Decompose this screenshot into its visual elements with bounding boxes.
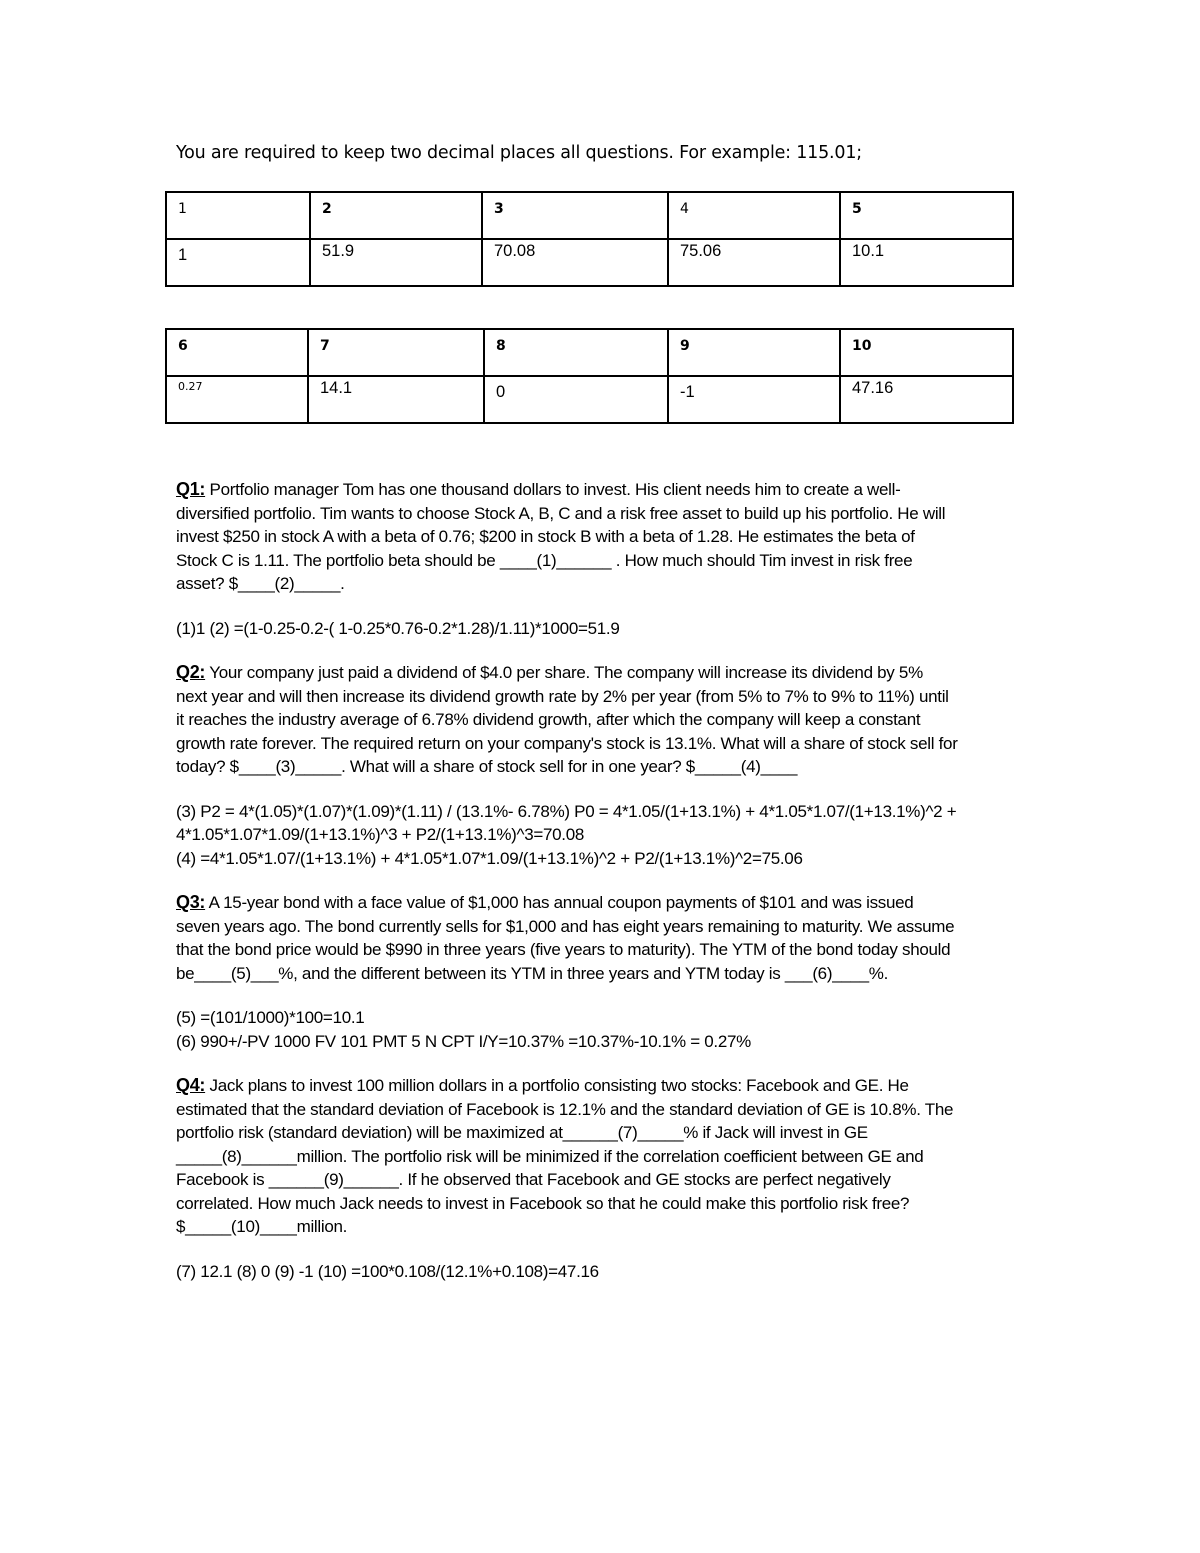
answer-table-header-row [166, 192, 1013, 239]
question-text-line: asset? $____(2)_____. [176, 574, 345, 593]
answer-value: 10.1 [852, 242, 885, 260]
table-cell [840, 192, 1013, 239]
answer-value: 75.06 [680, 242, 722, 260]
question-text: Your company just paid a dividend of $4.0 per share. The company will increase its dividend by 5% [209, 663, 923, 682]
answer-value: 47.16 [852, 379, 894, 397]
answer-table-1 [165, 191, 1014, 287]
question-text-line [176, 891, 1036, 915]
question-label: Q3: [176, 892, 206, 912]
question-text-line: that the bond price would be $990 in three years (five years to maturity). The YTM of the bond today should [176, 940, 951, 959]
question-text-line: growth rate forever. The required return on your company's stock is 13.1%. What will a share of stock sell for [176, 733, 958, 753]
answer-value: -1 [680, 383, 695, 401]
questions-section [176, 478, 1036, 1283]
question-block-q4 [176, 1074, 1036, 1283]
question-number: 5 [852, 201, 862, 217]
table-cell [484, 376, 668, 423]
question-text-line: _____(8)______million. The portfolio risk will be minimized if the correlation coefficient between GE and [176, 1146, 924, 1166]
question-block-q2 [176, 661, 1036, 870]
answer-line: 4*1.05*1.07*1.09/(1+13.1%)^3 + P2/(1+13.1%)^3=70.08 [176, 825, 585, 844]
question-text-line [176, 1074, 1036, 1098]
question-text-line: estimated that the standard deviation of Facebook is 12.1% and the standard deviation of GE is 10.8%. The [176, 1099, 954, 1119]
question-text-line: be____(5)___%, and the different between its YTM in three years and YTM today is ___(6)____%. [176, 963, 889, 983]
question-label: Q1: [176, 479, 206, 499]
question-text-line: Stock C is 1.11. The portfolio beta should be ____(1)______ . How much should Tim invest in risk free [176, 550, 913, 570]
question-text-line: next year and will then increase its dividend growth rate by 2% per year (from 5% to 7% to 9% to 11%) until [176, 686, 949, 706]
question-number: 4 [680, 201, 689, 217]
table-cell [310, 239, 482, 286]
question-text: A 15-year bond with a face value of $1,000 has annual coupon payments of $101 and was issued [208, 893, 914, 912]
question-text-line: Facebook is ______(9)______. If he observed that Facebook and GE stocks are perfect negatively [176, 1170, 891, 1189]
table-cell [308, 329, 484, 376]
table-cell [484, 329, 668, 376]
question-text-line: $_____(10)____million. [176, 1217, 348, 1236]
table-cell [840, 376, 1013, 423]
question-number: 1 [178, 201, 187, 217]
question-number: 6 [178, 338, 188, 354]
answer-value: 70.08 [494, 242, 536, 260]
table-cell [166, 192, 310, 239]
table-cell [668, 239, 840, 286]
answer-table-2 [165, 328, 1014, 424]
answer-line: (4) =4*1.05*1.07/(1+13.1%) + 4*1.05*1.07*1.09/(1+13.1%)^2 + P2/(1+13.1%)^2=75.06 [176, 848, 803, 868]
question-block-q3 [176, 891, 1036, 1053]
table-cell [166, 329, 308, 376]
question-text: Portfolio manager Tom has one thousand dollars to invest. His client needs him to create a well- [209, 480, 901, 499]
question-text-line [176, 478, 1036, 502]
question-number: 3 [494, 201, 504, 217]
question-number: 8 [496, 338, 506, 354]
table-cell [668, 376, 840, 423]
answer-table-value-row [166, 239, 1013, 286]
table-cell [668, 329, 840, 376]
question-text-line: seven years ago. The bond currently sells for $1,000 and has eight years remaining to maturity. We assume [176, 916, 955, 936]
answer-table-header-row [166, 329, 1013, 376]
table-cell [308, 376, 484, 423]
answer-line: (6) 990+/-PV 1000 FV 101 PMT 5 N CPT I/Y=10.37% =10.37%-10.1% = 0.27% [176, 1031, 751, 1051]
table-cell [482, 192, 668, 239]
question-number: 7 [320, 338, 330, 354]
question-block-q1 [176, 478, 1036, 640]
answer-value: 0 [496, 383, 506, 401]
instructions-text: You are required to keep two decimal places all questions. For example: 115.01; [176, 143, 862, 163]
question-text-line: today? $____(3)_____. What will a share of stock sell for in one year? $_____(4)____ [176, 757, 798, 776]
question-text: Jack plans to invest 100 million dollars in a portfolio consisting two stocks: Facebook and GE. He [209, 1076, 909, 1095]
question-text-line: invest $250 in stock A with a beta of 0.76; $200 in stock B with a beta of 1.28. He estimates the beta of [176, 527, 915, 546]
answer-value: 1 [178, 246, 188, 264]
question-number: 10 [852, 338, 872, 354]
question-text-line: it reaches the industry average of 6.78% dividend growth, after which the company will keep a constant [176, 710, 921, 729]
table-cell [310, 192, 482, 239]
table-cell [840, 329, 1013, 376]
table-cell [166, 239, 310, 286]
question-number: 9 [680, 338, 690, 354]
answer-line: (5) =(101/1000)*100=10.1 [176, 1008, 365, 1027]
question-text-line: portfolio risk (standard deviation) will be maximized at______(7)_____% if Jack will invest in GE [176, 1123, 868, 1142]
question-text-line: diversified portfolio. Tim wants to choose Stock A, B, C and a risk free asset to build up his portfolio. He will [176, 503, 946, 523]
question-label: Q2: [176, 662, 206, 682]
answer-value: 14.1 [320, 379, 353, 397]
answer-value: 0.27 [178, 380, 203, 393]
answer-line: (3) P2 = 4*(1.05)*(1.07)*(1.09)*(1.11) / (13.1%- 6.78%) P0 = 4*1.05/(1+13.1%) + 4*1.05*1.07/(1+13.1%)^2 + [176, 801, 957, 821]
answer-line: (7) 12.1 (8) 0 (9) -1 (10) =100*0.108/(12.1%+0.108)=47.16 [176, 1261, 599, 1281]
table-cell [166, 376, 308, 423]
table-cell [482, 239, 668, 286]
answer-value: 51.9 [322, 242, 355, 260]
question-text-line [176, 661, 1036, 685]
question-number: 2 [322, 201, 332, 217]
question-label: Q4: [176, 1075, 206, 1095]
table-cell [840, 239, 1013, 286]
answer-table-value-row [166, 376, 1013, 423]
question-text-line: correlated. How much Jack needs to invest in Facebook so that he could make this portfolio risk free? [176, 1193, 910, 1213]
answer-line: (1)1 (2) =(1-0.25-0.2-( 1-0.25*0.76-0.2*1.28)/1.11)*1000=51.9 [176, 618, 620, 638]
table-cell [668, 192, 840, 239]
